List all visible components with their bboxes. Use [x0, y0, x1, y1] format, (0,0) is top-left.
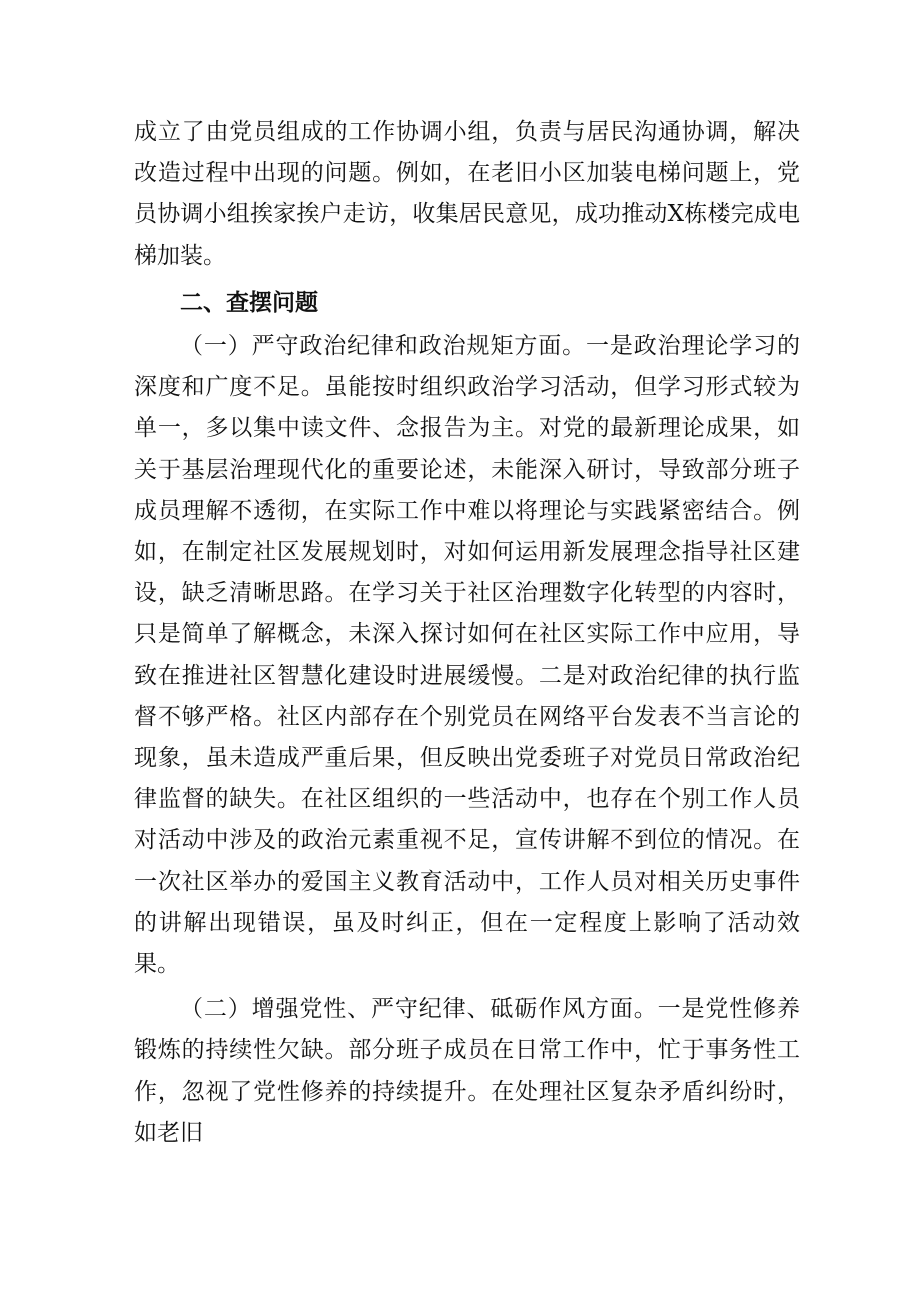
paragraph-party-spirit: （二）增强党性、严守纪律、砥砺作风方面。一是党性修养锻炼的持续性欠缺。部分班子成员在日常工作中，忙于事务性工作，忽视了党性修养的持续提升。在处理社区复杂矛盾纠纷时，如老旧 [134, 996, 800, 1146]
document-body [134, 112, 800, 1154]
section-heading: 二、查摆问题 [180, 289, 318, 316]
paragraph-political-discipline: （一）严守政治纪律和政治规矩方面。一是政治理论学习的深度和广度不足。虽能按时组织政治学习活动，但学习形式较为单一，多以集中读文件、念报告为主。对党的最新理论成果，如关于基层治理现代化的重要论述，未能深入研讨，导致部分班子成员理解不透彻，在实际工作中难以将理论与实践紧密结合。例如，在制定社区发展规划时，对如何运用新发展理念指导社区建设，缺乏清晰思路。在学习关于社区治理数字化转型的内容时，只是简单了解概念，未深入探讨如何在社区实际工作中应用，导致在推进社区智慧化建设时进展缓慢。二是对政治纪律的执行监督不够严格。社区内部存在个别党员在网络平台发表不当言论的现象，虽未造成严重后果，但反映出党委班子对党员日常政治纪律监督的缺失。在社区组织的一些活动中，也存在个别工作人员对活动中涉及的政治元素重视不足，宣传讲解不到位的情况。在一次社区举办的爱国主义教育活动中，工作人员对相关历史事件的讲解出现错误，虽及时纠正，但在一定程度上影响了活动效果。 [134, 333, 800, 978]
paragraph-continuation: 成立了由党员组成的工作协调小组，负责与居民沟通协调，解决改造过程中出现的问题。例如，在老旧小区加装电梯问题上，党员协调小组挨家挨户走访，收集居民意见，成功推动X栋楼完成电梯加装。 [134, 119, 800, 269]
